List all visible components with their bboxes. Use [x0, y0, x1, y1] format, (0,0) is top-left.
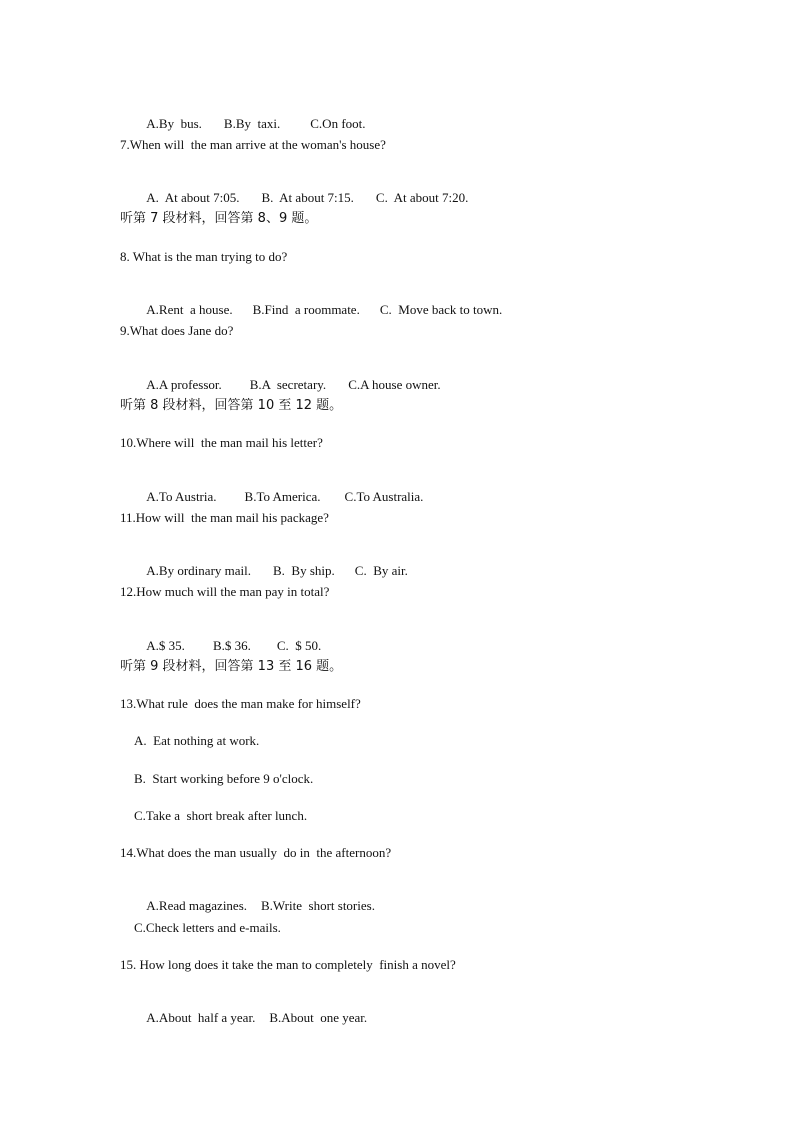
question-9: 9.What does Jane do? [120, 323, 234, 338]
option-c: C. $ 50. [276, 638, 322, 653]
option-b: B.Find a roommate. [252, 302, 360, 317]
option-b: B.$ 36. [212, 638, 251, 653]
option-c: C.A house owner. [348, 377, 441, 392]
option-a: A.About half a year. [146, 1010, 256, 1025]
option-b: B.By taxi. [223, 116, 281, 131]
question-10: 10.Where will the man mail his letter? [120, 435, 323, 450]
question-15: 15. How long does it take the man to completely finish a novel? [120, 957, 456, 972]
option-b: B.Write short stories. [261, 898, 375, 913]
option-b: B.About one year. [269, 1010, 368, 1025]
section-heading-8: 听第 8 段材料，回答第 10 至 12 题。 [120, 398, 343, 413]
option-c: C.On foot. [310, 116, 366, 131]
option-a: A.To Austria. [146, 489, 217, 504]
question-13: 13.What rule does the man make for himself? [120, 696, 361, 711]
option-c: C. At about 7:20. [375, 190, 469, 205]
option-b: B. At about 7:15. [261, 190, 354, 205]
option-b: B.A secretary. [249, 377, 327, 392]
option-c: C.To Australia. [344, 489, 424, 504]
option-b: B.To America. [244, 489, 321, 504]
q13-option-b: B. Start working before 9 o'clock. [134, 771, 314, 786]
option-a: A. At about 7:05. [146, 190, 240, 205]
question-14: 14.What does the man usually do in the afternoon? [120, 845, 392, 860]
q15-options [134, 994, 367, 1042]
question-11: 11.How will the man mail his package? [120, 510, 329, 525]
section-heading-9: 听第 9 段材料，回答第 13 至 16 题。 [120, 659, 343, 674]
option-a: A.By bus. [146, 116, 202, 131]
question-7: 7.When will the man arrive at the woman's house? [120, 137, 386, 152]
option-b: B. By ship. [273, 563, 335, 578]
option-a: A.$ 35. [146, 638, 185, 653]
option-a: A.Rent a house. [146, 302, 233, 317]
question-8: 8. What is the man trying to do? [120, 249, 288, 264]
option-c: C. Move back to town. [379, 302, 503, 317]
q13-option-a: A. Eat nothing at work. [134, 733, 260, 748]
option-a: A.By ordinary mail. [146, 563, 252, 578]
section-heading-7: 听第 7 段材料，回答第 8、9 题。 [120, 211, 318, 226]
q14-option-c: C.Check letters and e-mails. [134, 920, 281, 935]
option-c: C. By air. [354, 563, 408, 578]
q13-option-c: C.Take a short break after lunch. [134, 808, 308, 823]
question-12: 12.How much will the man pay in total? [120, 584, 330, 599]
option-a: A.A professor. [146, 377, 222, 392]
option-a: A.Read magazines. [146, 898, 248, 913]
